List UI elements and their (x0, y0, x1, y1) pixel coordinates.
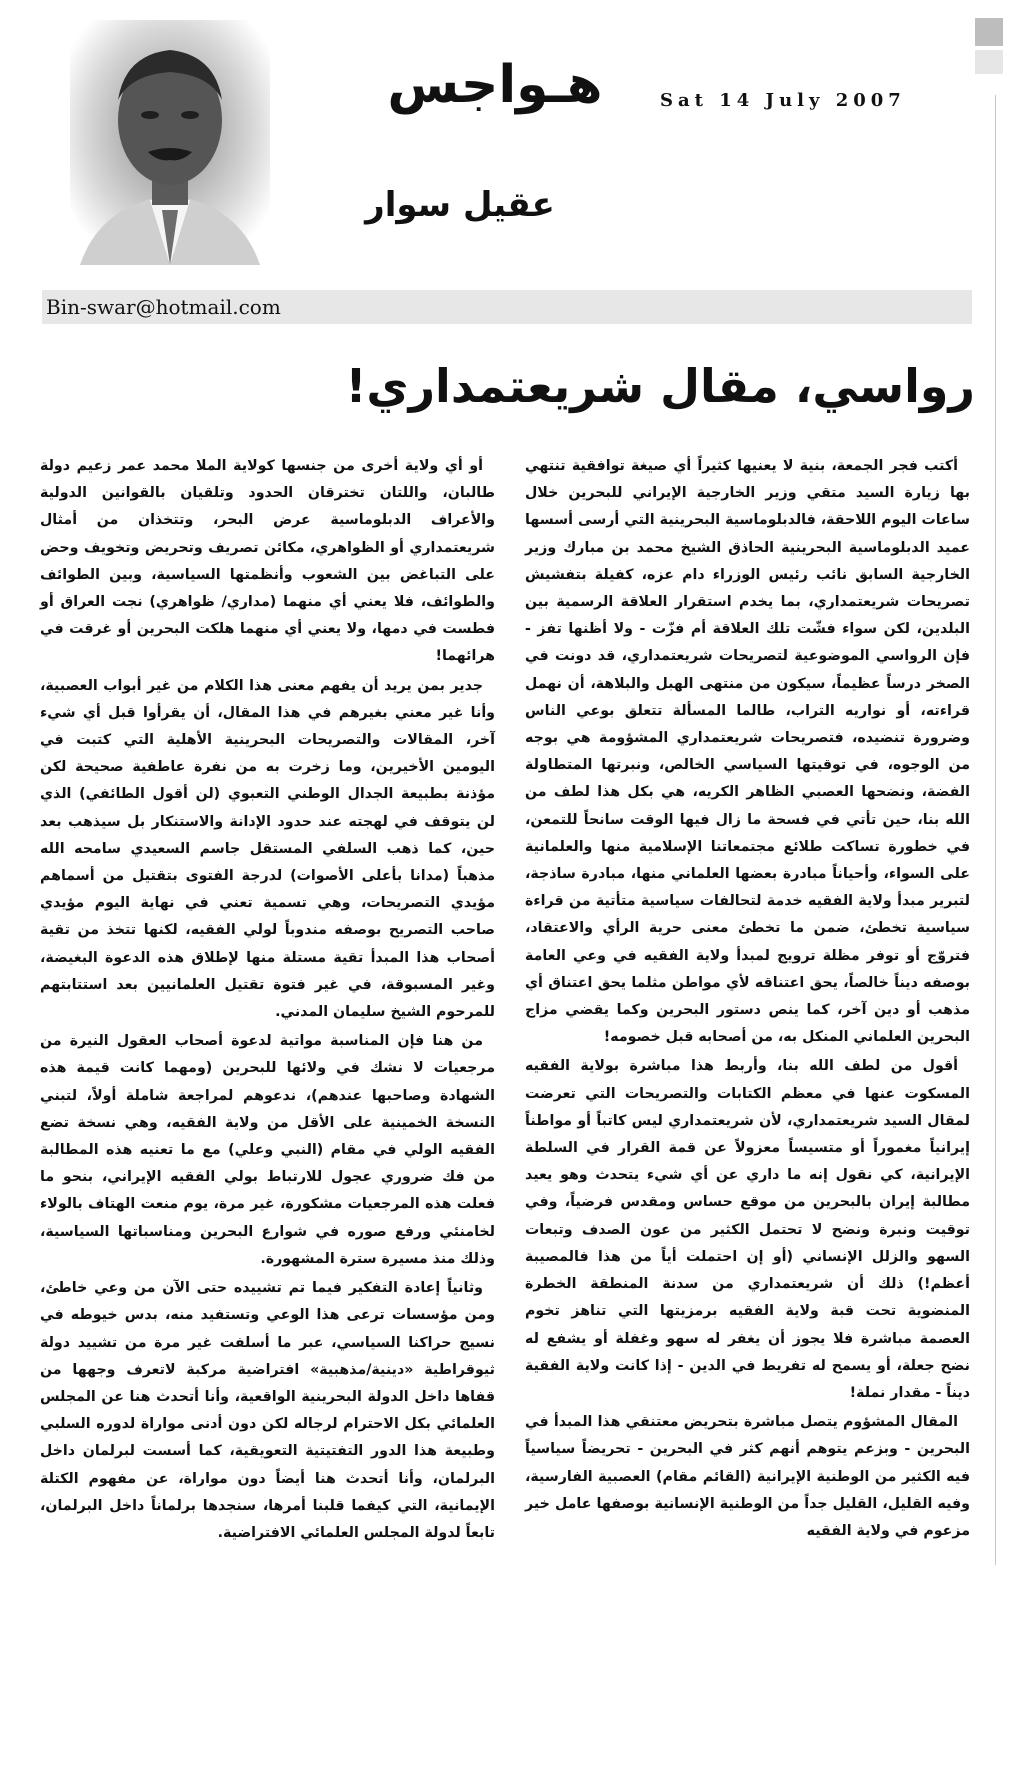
email-bar (42, 290, 972, 324)
issue-date: Sat 14 July 2007 (660, 90, 906, 111)
article-column-left (40, 453, 495, 1549)
paragraph: أقول من لطف الله بنا، وأربط هذا مباشرة بولاية الفقيه المسكوت عنها في معظم الكتابات والتصريحات التي تعرضت لمقال السيد شريعتمداري، لأن شريعتمداري ليس كاتباً أو مواطناً إيرانياً مغموراً أو متسيساً معزولاً عن قمة القرار في السلطة الإيرانية، كي نقول إنه ما داري عن أي شيء يتحدث وهو يعيد مطالبة إيران بالبحرين من موقع حساس ومقدس فرضياً، وفي توقيت ونبرة ونضح لا تحتمل الكثير من عون الصدف وتبعات السهو والزلل الإنساني (أو إن احتملت أياً من هذا فالمصيبة أعظم!) ذلك أن شريعتمداري من سدنة المنطقة الخطرة المنضوية تحت قبة ولاية الفقيه برمزيتها التي تناهز تخوم العصمة مباشرة فلا يجوز أن يغفر له سهو وغفلة أو يشفع له نضح جعلة، أو يسمح له تفريط في الدين - إذا كانت ولاية الفقية ديناً - مقدار نملة! (525, 1058, 970, 1401)
author-email[interactable]: Bin-swar@hotmail.com (46, 295, 281, 319)
article-column-right (525, 453, 970, 1547)
article-headline: رواسي، مقال شريعتمداري! (345, 359, 975, 413)
margin-block (975, 18, 1003, 46)
paragraph: المقال المشؤوم يتصل مباشرة بتحريض معتنقي هذا المبدأ في البحرين - وبزعم يتوهم أنهم كثر في البحرين - تحريضاً سياسياً فيه الكثير من الوطنية الإيرانية (القائم مقام) العصبية الفارسية، وفيه القليل، القليل جداً من الوطنية الإنسانية بوصفها عامل خير مزعوم في ولاية الفقيه (525, 1414, 970, 1539)
author-photo (70, 20, 270, 265)
paragraph: أو أي ولاية أخرى من جنسها كولاية الملا محمد عمر زعيم دولة طالبان، واللتان تخترقان الحدود وتلقيان بالقوانين الدولية والأعراف الدبلوماسية عرض البحر، وتتخذان من أمثال شريعتمداري أو الظواهري، مكائن تصريف وتحريض وتخويف وحض على التباغض بين الشعوب وأنظمتها السياسية، وبين الطوائف والطوائف، فلا يعني أي منهما (مداري/ ظواهري) نجت العراق أو فطست في دمها، ولا يعني أي منهما هلكت البحرين أو غرقت في هرائهما! (40, 458, 495, 665)
masthead (0, 0, 975, 290)
vertical-rule (995, 95, 996, 1565)
author-name: عقيل سوار (365, 185, 555, 225)
paragraph: من هنا فإن المناسبة مواتية لدعوة أصحاب العقول النيرة من مرجعيات لا نشك في ولائها للبحرين (ومهما كانت قيمة هذه الشهادة وصاحبها عندهم)، ندعوهم لمراجعة شاملة أولاً، لتبني النسخة الخمينية على الأقل من ولاية الفقيه، وهي نسخة تضع الفقيه الولي في مقام (النبي وعلي) مع ما تعنيه هذه المطالبة من فك ضروري عجول للارتباط بولي الفقيه الإيراني، بنحو ما فعلت هذه المرجعيات مشكورة، غير مرة، يوم منعت الهتاف بالولاء لخامنئي ورفع صوره في شوارع البحرين ومناسباتها السياسية، وذلك منذ مسيرة سترة المشهورة. (40, 1033, 495, 1267)
column-title: هـواجس (387, 55, 603, 115)
page-margin-strip (975, 18, 1003, 1568)
margin-block (975, 50, 1003, 74)
paragraph: جدير بمن يريد أن يفهم معنى هذا الكلام من غير أبواب العصبية، وأنا غير معني بغيرهم في هذا المقال، أن يقرأوا قبل أي شيء آخر، المقالات والتصريحات البحرينية الأهلية التي كتبت في اليومين الأخيرين، وما زخرت به من نفرة عاطفية صحيحة لكن مؤذنة بطبيعة الجدال الوطني التعبوي (لن أقول الطائفي) الذي لن يتوقف في لهجته عند حدود الإدانة والاستنكار بل سيذهب بعد حين، كما ذهب السلفي المستقل جاسم السعيدي سامحه الله مذهباً (مدانا بأعلى الأصوات) لدرجة الفتوى بتقتيل من أسماهم مؤيدي التصريحات، وهي تسمية تعني في نهاية اليوم مؤيدي صاحب التصريح بوصفه مندوباً لولي الفقيه، لكنها تتخذ من تقية أصحاب هذا المبدأ تقية مستلة منها لإطلاق هذه الدعوة البغيضة، وغير المسبوقة، في غير فتوة تقتيل العلمانيين بعد استتابتهم للمرحوم الشيخ سليمان المدني. (40, 677, 495, 1021)
paragraph: أكتب فجر الجمعة، بنية لا يعنيها كثيراً أي صيغة توافقية تنتهي بها زيارة السيد متقي وزير الخارجية الإيراني للبحرين خلال ساعات اليوم اللاحقة، فالدبلوماسية البحرينية التي أرسى أسسها عميد الدبلوماسية البحرينية الحاذق الشيخ محمد بن مبارك وزير الخارجية السابق نائب رئيس الوزراء دام عزه، كفيلة بتفشيش تصريحات شريعتمداري، بما يخدم استقرار العلاقة الرسمية بين البلدين، لكن سواء فشّت تلك العلاقة أم فزّت - ولا أظنها تفز - فإن الرواسي الموضوعية لتصريحات شريعتمداري، قد دونت في الصخر درساً عظيماً، سيكون من منتهى الهبل والبلاهة، أن نهمل قراءته، أو نواريه التراب، طالما المسألة تتعلق بوعي الناس وضرورة تنضيده، فتصريحات شريعتمداري المشؤومة هي بوجه من الوجوه، في توقيتها السياسي الخالص، ونبرتها المتطاولة الفضة، ونضحها العصبي الظاهر الكريه، هي بكل هذا لطف من الله بنا، حين تأتي في فسحة ما زال فيها الوقت سانحاً للتمعن، في خطورة تساكت طلائع مجتمعاتنا الإسلامية منها والعلمانية على السواء، وأحياناً مبادرة بعضها العلماني منها، مبادرة ساذجة، لتبرير مبدأ ولاية الفقيه خدمة لتحالفات سياسية متأتية من قراءة سياسية تخطئ، ضمن ما تخطئ معنى حرية الرأي والاعتقاد، فتروّج أو توفر مظلة ترويج لمبدأ ولاية الفقيه في وعي العامة بوصفه ديناً خالصاً، يحق اعتناقه لأي مواطن مثلما يحق اعتناق أي مذهب أو دين آخر، كما ينص دستور البحرين وكما يقضي مزاج البحرين العلماني المنكل به، من أصحابه قبل خصومه! (525, 458, 970, 1046)
paragraph: وثانياً إعادة التفكير فيما تم تشييده حتى الآن من وعي خاطئ، ومن مؤسسات ترعى هذا الوعي وتستفيد منه، بدس خيوطه في نسيج حراكنا السياسي، عبر ما أسلفت غير مرة من تشييد دولة ثيوقراطية «دينية/مذهبية» افتراضية مركبة لاتعرف وجهها من قفاها داخل الدولة البحرينية الواقعية، وأنا أتحدث هنا عن المجلس العلمائي بكل الاحترام لرجاله لكن دون أدنى مواراة لدوره السلبي وطبيعة هذا الدور التفتيتية التعويقية، كما أسست لبرلمان داخل البرلمان، وأنا أتحدث هنا أيضاً دون مواراة، عن مفهوم الكتلة الإيمانية، التي كيفما قلبنا أمرها، سنجدها برلماناً داخل البرلمان، تابعاً لدولة المجلس العلمائي الافتراضية. (40, 1280, 495, 1541)
